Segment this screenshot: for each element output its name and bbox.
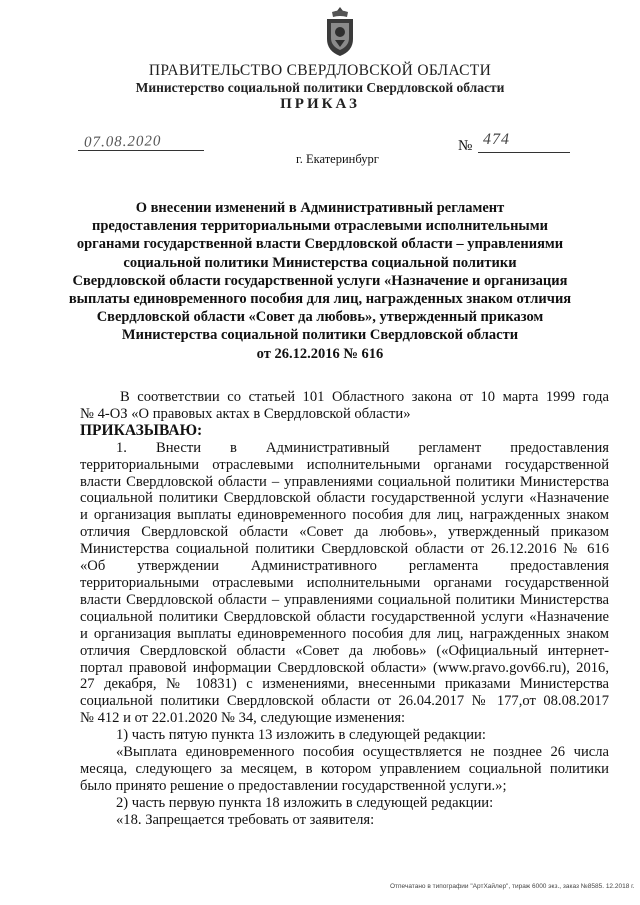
order-word: ПРИКАЗЫВАЮ: (80, 421, 203, 439)
government-heading: ПРАВИТЕЛЬСТВО СВЕРДЛОВСКОЙ ОБЛАСТИ (148, 62, 492, 79)
paragraph-line: 27 декабря, № 10831) с изменениями, внесенными приказами Министерства (80, 676, 609, 693)
list-item: 2) часть первую пункта 18 изложить в следующей редакции: (116, 794, 494, 811)
paragraph-line: социальной политики Свердловской области от 26.04.2017 № 177,от 08.08.2017 (80, 693, 609, 710)
preamble-line: № 4-ОЗ «О правовых актах в Свердловской области» (80, 405, 411, 422)
paragraph-line: власти Свердловской области – управлениями социальной политики Министерства (80, 591, 609, 608)
date-underline (78, 150, 204, 151)
number-underline (478, 152, 570, 153)
title-line: органами государственной власти Свердловской области – управлениями (76, 236, 564, 253)
quote-line: «Выплата единовременного пособия осуществляется не позднее 26 числа (116, 744, 609, 761)
coat-of-arms-emblem (322, 6, 358, 58)
paragraph-line: и организация выплаты единовременного пособия для лиц, награжденных знаком (80, 625, 609, 642)
paragraph-line: территориальными отраслевыми исполнительными органами государственной (80, 574, 609, 591)
quote-line: «18. Запрещается требовать от заявителя: (116, 811, 375, 828)
paragraph-line: социальной политики Свердловской области государственной услуги «Назначение (80, 608, 609, 625)
title-line: от 26.12.2016 № 616 (256, 345, 384, 362)
printer-note: Отпечатано в типографии "АртХайлер", тираж 6000 экз., заказ №8585. 12.2018 г. (390, 883, 635, 890)
order-title (60, 199, 580, 363)
title-line: социальной политики Министерства социальной политики (123, 254, 517, 271)
paragraph-line: территориальными отраслевыми исполнительными органами государственной (80, 456, 609, 473)
title-line: предоставления территориальными отраслевыми исполнительными (92, 218, 548, 235)
paragraph-line: «Об утверждении Административного регламента предоставления (80, 558, 609, 575)
paragraph-line: и организация выплаты единовременного пособия для лиц, награжденных знаком (80, 507, 609, 524)
number-sign: № (458, 138, 473, 154)
paragraph-line: власти Свердловской области – управлениями социальной политики Министерства (80, 473, 609, 490)
paragraph-line: Министерства социальной политики Свердловской области от 26.12.2016 № 616 (80, 541, 609, 558)
paragraph-line: отличия Свердловской области «Совет да любовь» («Официальный интернет- (80, 642, 609, 659)
quote-line: месяца, следующего за месяцем, в котором управлением социальной политики (80, 760, 609, 777)
order-heading: ПРИКАЗ (280, 96, 360, 112)
paragraph-line: № 412 и от 22.01.2020 № 34, следующие изменения: (80, 710, 406, 727)
preamble-line: В соответствии со статьей 101 Областного закона от 10 марта 1999 года (120, 389, 609, 405)
title-line: Свердловской области «Совет да любовь», утвержденный приказом (96, 309, 544, 326)
title-line: О внесении изменений в Административный регламент (135, 200, 505, 216)
order-date-handwritten: 07.08.2020 (83, 133, 162, 151)
paragraph-line: 1. Внести в Административный регламент предоставления (116, 439, 609, 456)
paragraph-line: социальной политики Свердловской области государственной услуги «Назначение (80, 490, 609, 507)
paragraph-line: портал правовой информации Свердловской области» (www.pravo.gov66.ru), 2016, (80, 659, 609, 676)
title-line: Министерства социальной политики Свердловской области (121, 327, 519, 344)
quote-line: было принято решение о предоставлении государственной услуги.»; (80, 777, 507, 794)
paragraph-line: отличия Свердловской области «Совет да любовь», утвержденный приказом (80, 524, 609, 541)
list-item: 1) часть пятую пункта 13 изложить в следующей редакции: (116, 727, 486, 744)
title-line: Свердловской области государственной услуги «Назначение и организация (72, 272, 568, 289)
order-body (80, 389, 609, 829)
ministry-heading: Министерство социальной политики Свердловской области (135, 80, 505, 95)
title-line: выплаты единовременного пособия для лиц, награжденных знаком отличия (68, 291, 572, 308)
city-label: г. Екатеринбург (296, 152, 379, 166)
order-number-handwritten: 474 (483, 131, 510, 148)
